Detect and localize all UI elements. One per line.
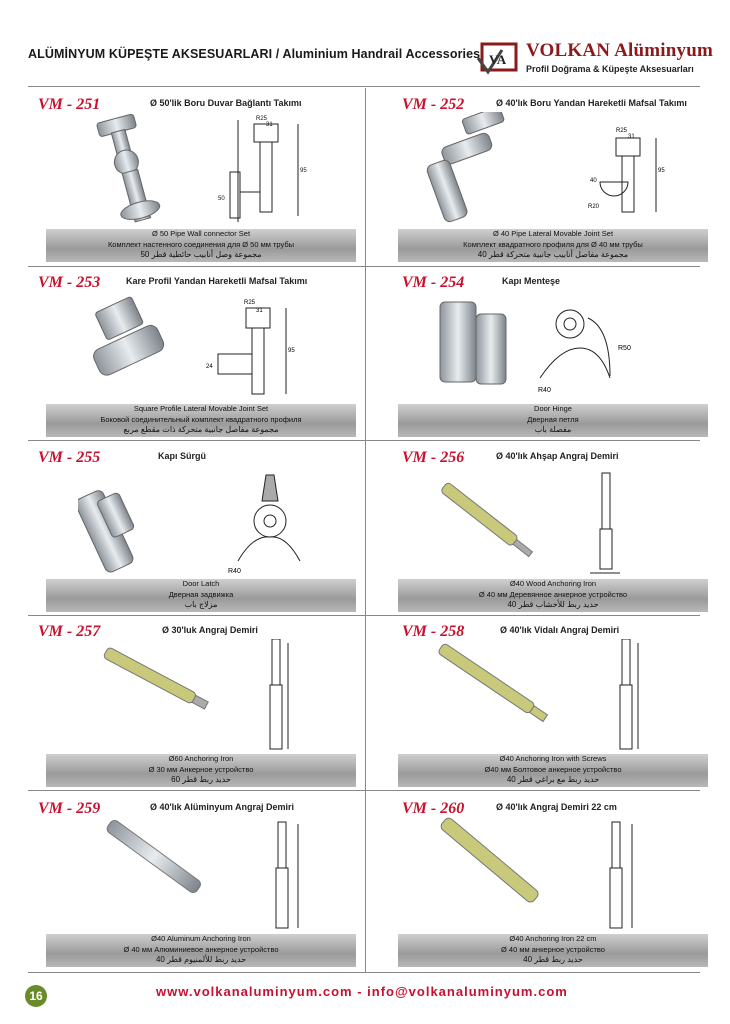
svg-text:R40: R40 xyxy=(228,568,241,575)
product-card-vm254 xyxy=(390,274,708,440)
brand-logo-mark xyxy=(476,40,520,76)
product-card-vm255 xyxy=(38,449,356,615)
product-card-vm256 xyxy=(390,449,708,615)
product-caption: Ø40 Anchoring Iron with Screws Ø40 мм Болтовое анкерное устройство حديد ربط مع براغي قطر 40 xyxy=(398,754,708,787)
svg-text:R25: R25 xyxy=(256,116,268,122)
product-card-vm260 xyxy=(390,800,708,972)
svg-text:40: 40 xyxy=(590,178,597,184)
product-caption: Square Profile Lateral Movable Joint Set Боковой соединительный комплект квадратного профиля مجموعة مفاصل جانبية متحركة ذات مقطع مربع xyxy=(46,404,356,437)
svg-text:31: 31 xyxy=(628,134,635,140)
product-title: Kapı Menteşe xyxy=(502,276,561,286)
anchoring-iron-30-illustration xyxy=(88,639,348,757)
row-divider xyxy=(28,972,700,973)
product-code: VM - 254 xyxy=(402,274,465,291)
svg-text:R40: R40 xyxy=(538,387,551,394)
column-divider xyxy=(365,88,366,972)
footer-contact-link[interactable]: www.volkanaluminyum.com - info@volkanaluminyum.com xyxy=(156,984,568,999)
product-caption: Ø40 Aluminum Anchoring Iron Ø 40 мм Алюминиевое анкерное устройство حديد ربط للألمنيوم قطر 40 xyxy=(46,934,356,967)
row-divider xyxy=(28,790,700,791)
product-title: Ø 30'luk Angraj Demiri xyxy=(162,625,258,635)
product-card-vm253 xyxy=(38,274,356,440)
product-title: Kare Profil Yandan Hareketli Mafsal Takımı xyxy=(126,276,308,286)
product-title: Ø 40'lık Ahşap Angraj Demiri xyxy=(496,451,619,461)
product-title: Ø 40'lık Alüminyum Angraj Demiri xyxy=(150,802,295,812)
product-code: VM - 255 xyxy=(38,449,101,466)
square-joint-illustration xyxy=(74,290,344,408)
row-divider xyxy=(28,440,700,441)
door-latch-illustration xyxy=(78,465,338,583)
brand-logo xyxy=(476,40,714,80)
svg-text:31: 31 xyxy=(256,308,263,314)
row-divider xyxy=(28,615,700,616)
svg-text:31: 31 xyxy=(266,122,273,128)
brand-name: VOLKAN Alüminyum xyxy=(526,40,714,61)
product-caption: Ø 50 Pipe Wall connector Set Комплект настенного соединения для Ø 50 мм трубы مجموعة وصل أنابيب حائطية قطر 50 xyxy=(46,229,356,262)
brand-subtitle: Profil Doğrama & Küpeşte Aksesuarları xyxy=(526,64,694,74)
product-code: VM - 257 xyxy=(38,623,101,640)
product-caption: Ø40 Anchoring Iron 22 cm Ø 40 мм анкерное устройство حديد ربط قطر 40 xyxy=(398,934,708,967)
svg-text:95: 95 xyxy=(658,168,665,174)
product-caption: Ø60 Anchoring Iron Ø 30 мм Анкерное устройство حديد ربط قطر 60 xyxy=(46,754,356,787)
product-code: VM - 259 xyxy=(38,800,101,817)
svg-text:95: 95 xyxy=(288,348,295,354)
svg-text:R50: R50 xyxy=(618,345,631,352)
product-title: Ø 40'lık Vidalı Angraj Demiri xyxy=(500,625,620,635)
product-code: VM - 251 xyxy=(38,96,101,113)
anchoring-iron-screws-illustration xyxy=(420,639,700,757)
product-code: VM - 260 xyxy=(402,800,465,817)
wood-anchoring-iron-illustration xyxy=(420,465,700,583)
svg-text:R25: R25 xyxy=(616,128,628,134)
anchoring-iron-22cm-illustration xyxy=(420,816,700,934)
aluminum-anchoring-iron-illustration xyxy=(88,816,348,934)
svg-text:95: 95 xyxy=(300,168,307,174)
product-code: VM - 258 xyxy=(402,623,465,640)
product-card-vm259 xyxy=(38,800,356,972)
product-card-vm258 xyxy=(390,623,708,790)
logo-letters: VA xyxy=(489,52,507,67)
product-card-vm252 xyxy=(390,96,708,266)
svg-text:R20: R20 xyxy=(588,204,600,210)
product-title: Kapı Sürgü xyxy=(158,451,207,461)
product-code: VM - 256 xyxy=(402,449,465,466)
product-code: VM - 253 xyxy=(38,274,101,291)
svg-text:24: 24 xyxy=(206,364,213,370)
product-card-vm251 xyxy=(38,96,356,266)
wall-connector-illustration xyxy=(88,112,348,232)
product-title: Ø 50'lik Boru Duvar Bağlantı Takımı xyxy=(150,98,302,108)
product-caption: Ø 40 Pipe Lateral Movable Joint Set Комплект квадратного профиля для Ø 40 мм трубы مجموعة مفاصل أنابيب جانبية متحركة قطر 40 xyxy=(398,229,708,262)
svg-text:50: 50 xyxy=(218,196,225,202)
svg-text:R25: R25 xyxy=(244,300,256,306)
product-caption: Door Latch Дверная задвижка مزلاج باب xyxy=(46,579,356,612)
lateral-joint-illustration xyxy=(420,112,700,232)
product-code: VM - 252 xyxy=(402,96,465,113)
product-card-vm257 xyxy=(38,623,356,790)
product-title: Ø 40'lık Angraj Demiri 22 cm xyxy=(496,802,617,812)
row-divider xyxy=(28,266,700,267)
page-header-title: ALÜMİNYUM KÜPEŞTE AKSESUARLARI / Aluminium Handrail Accessories xyxy=(28,47,481,61)
page-number-badge: 16 xyxy=(25,985,47,1007)
product-title: Ø 40'lık Boru Yandan Hareketli Mafsal Takımı xyxy=(496,98,687,108)
door-hinge-illustration xyxy=(420,288,700,406)
product-caption: Ø40 Wood Anchoring Iron Ø 40 мм Деревянное анкерное устройство حديد ربط للأخشاب قطر 40 xyxy=(398,579,708,612)
header-divider xyxy=(28,86,700,87)
product-caption: Door Hinge Дверная петля مفصلة باب xyxy=(398,404,708,437)
